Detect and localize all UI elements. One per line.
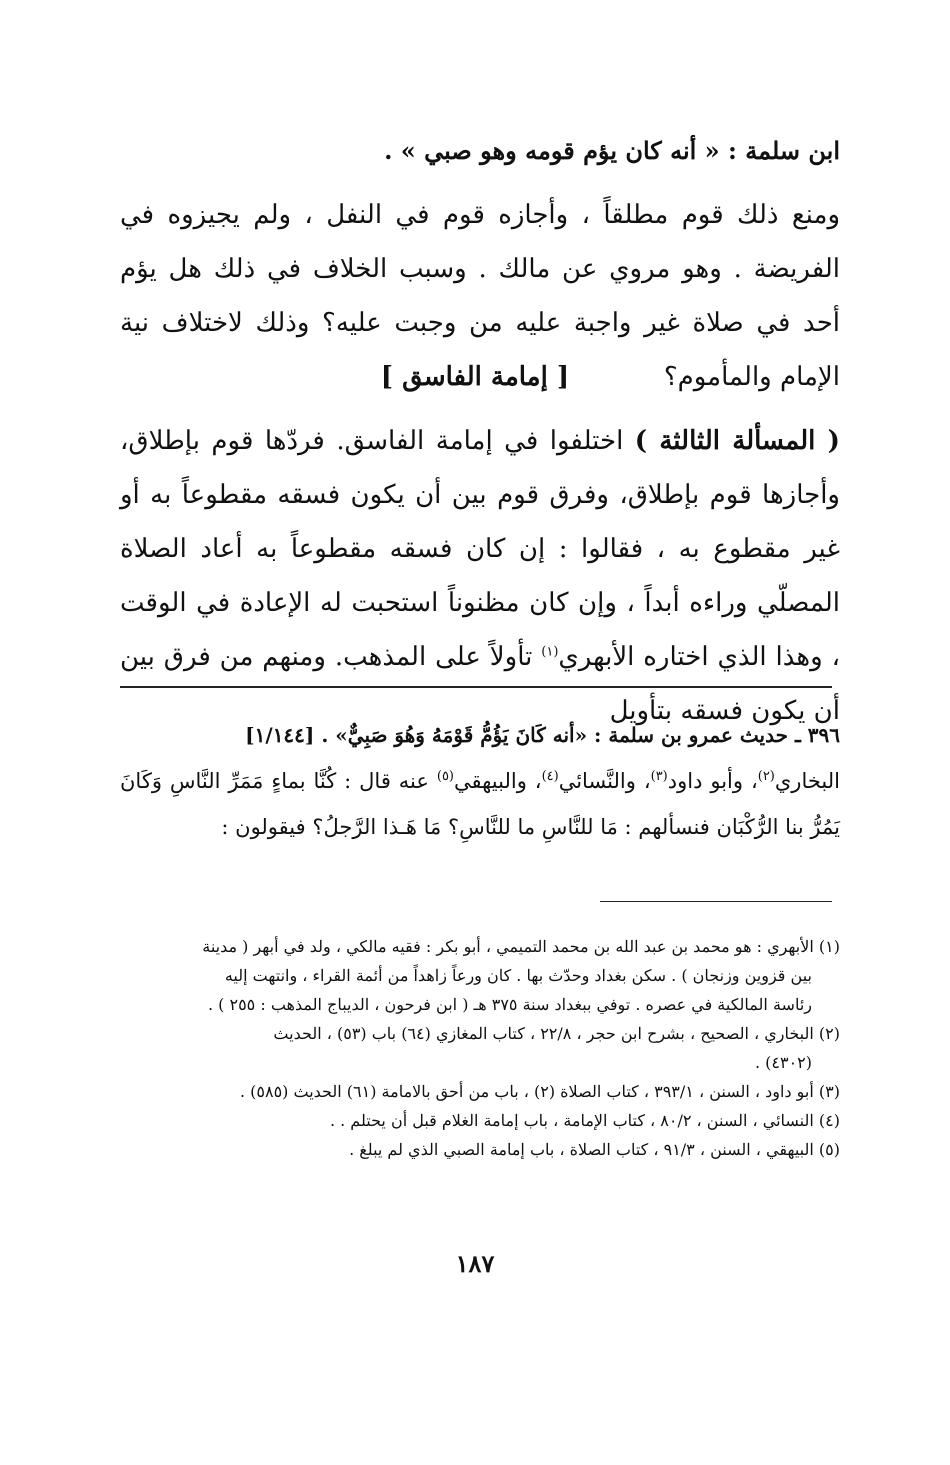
footnote-line: (٥) البيهقي ، السنن ، ٩١/٣ ، كتاب الصلاة ، باب إمامة الصبي الذي لم يبلغ . (349, 1140, 840, 1159)
intro-line: ابن سلمة : « أنه كان يؤم قومه وهو صبي » . (384, 136, 840, 165)
footnote-line: (٤) النسائي ، السنن ، ٨٠/٢ ، كتاب الإمامة ، باب إمامة الغلام قبل أن يحتلم . . (329, 1111, 840, 1130)
footnote-marker-1: (١) (541, 644, 559, 660)
footnote-4 (118, 1106, 840, 1135)
issue-label: ( المسألة الثالثة ) (634, 426, 840, 456)
footnote-separator (120, 686, 832, 688)
hadith-text-4: ، والبيهقي (454, 769, 542, 793)
footnote-line: رئاسة المالكية في عصره . توفي ببغداد سنة ٣٧٥ هـ ( ابن فرحون ، الديباج المذهب : ٢٥٥ ) . (207, 995, 812, 1014)
footnote-marker-2: (٢) (757, 769, 775, 784)
hadith-text-3: ، والنَّسائي (558, 769, 651, 793)
footnote-line: بين قزوين وزنجان ) . سكن بغداد وحدّث بها . كان ورعاً زاهداً من أئمة القراء ، وانتهت إليه (224, 966, 812, 985)
hadith-text (120, 758, 840, 850)
paragraph-2-text-a: اختلفوا في إمامة الفاسق. فردّها قوم بإطلاق، وأجازها قوم بإطلاق، وفرق قوم بين أن يكون فسقه مقطوعاً به أو غير مقطوع به ، فقالوا : إن كان فسقه مقطوعاً به أعاد الصلاة المصلّي وراءه أبداً ، وإن كان مظنوناً استحبت له الإعادة في الوقت ، وهذا الذي اختاره الأبهري (120, 426, 840, 672)
footnotes (118, 932, 840, 1164)
footnote-line: (٤٣٠٢) . (754, 1053, 812, 1072)
footnote-5 (118, 1135, 840, 1164)
hadith-text-5: عنه قال : كُنَّا بماءٍ مَمَرِّ النَّاسِ وَكَانَ يَمُرُّ بنا الرُّكْبَان فنسألهم : مَا للنَّاسِ ما للنَّاسِ؟ مَا هَـذا الرَّجلُ؟ فيقولون : (120, 769, 840, 839)
page-number: ١٨٧ (455, 1249, 495, 1278)
footnote-marker-4: (٤) (541, 769, 559, 784)
footnote-line: (١) الأبهري : هو محمد بن عبد الله بن محمد التميمي ، أبو بكر : فقيه مالكي ، ولد في أبهر ( مدينة (202, 937, 840, 956)
footnote-line: (٢) البخاري ، الصحيح ، بشرح ابن حجر ، ٢٢/٨ ، كتاب المغازي (٦٤) باب (٥٣) ، الحديث (273, 1024, 840, 1043)
footnote-3 (118, 1077, 840, 1106)
footnote-marker-5: (٥) (436, 769, 454, 784)
notes-separator (600, 901, 832, 902)
section-heading: [ إمامة الفاسق ] (380, 362, 570, 392)
paragraph-1: ومنع ذلك قوم مطلقاً ، وأجازه قوم في النفل ، ولم يجيزوه في الفريضة . وهو مروي عن مالك . وسبب الخلاف في ذلك هل يؤم أحد في صلاة غير واجبة عليه من وجبت عليه؟ وذلك لاختلاف نية الإمام والمأموم؟ (120, 200, 840, 392)
hadith-block (120, 712, 840, 850)
footnote-marker-3: (٣) (650, 769, 668, 784)
hadith-title: ٣٩٦ ـ حديث عمرو بن سلمة : «أنه كَانَ يَؤُمُّ قَوْمَهُ وَهُوَ صَبِيٌّ» . [١/١٤٤] (245, 723, 840, 747)
hadith-text-2: ، وأبو داود (667, 769, 758, 793)
footnote-2 (118, 1019, 840, 1077)
paragraph-2 (120, 414, 840, 738)
footnote-1 (118, 932, 840, 1019)
hadith-text-1: البخاري (774, 769, 840, 793)
paragraph-2-text-b: تأولاً على المذهب. ومنهم من فرق بين أن يكون فسقه بتأويل (120, 642, 840, 726)
footnote-line: (٣) أبو داود ، السنن ، ٣٩٣/١ ، كتاب الصلاة (٢) ، باب من أحق بالامامة (٦١) الحديث (٥٨٥) . (239, 1082, 840, 1101)
